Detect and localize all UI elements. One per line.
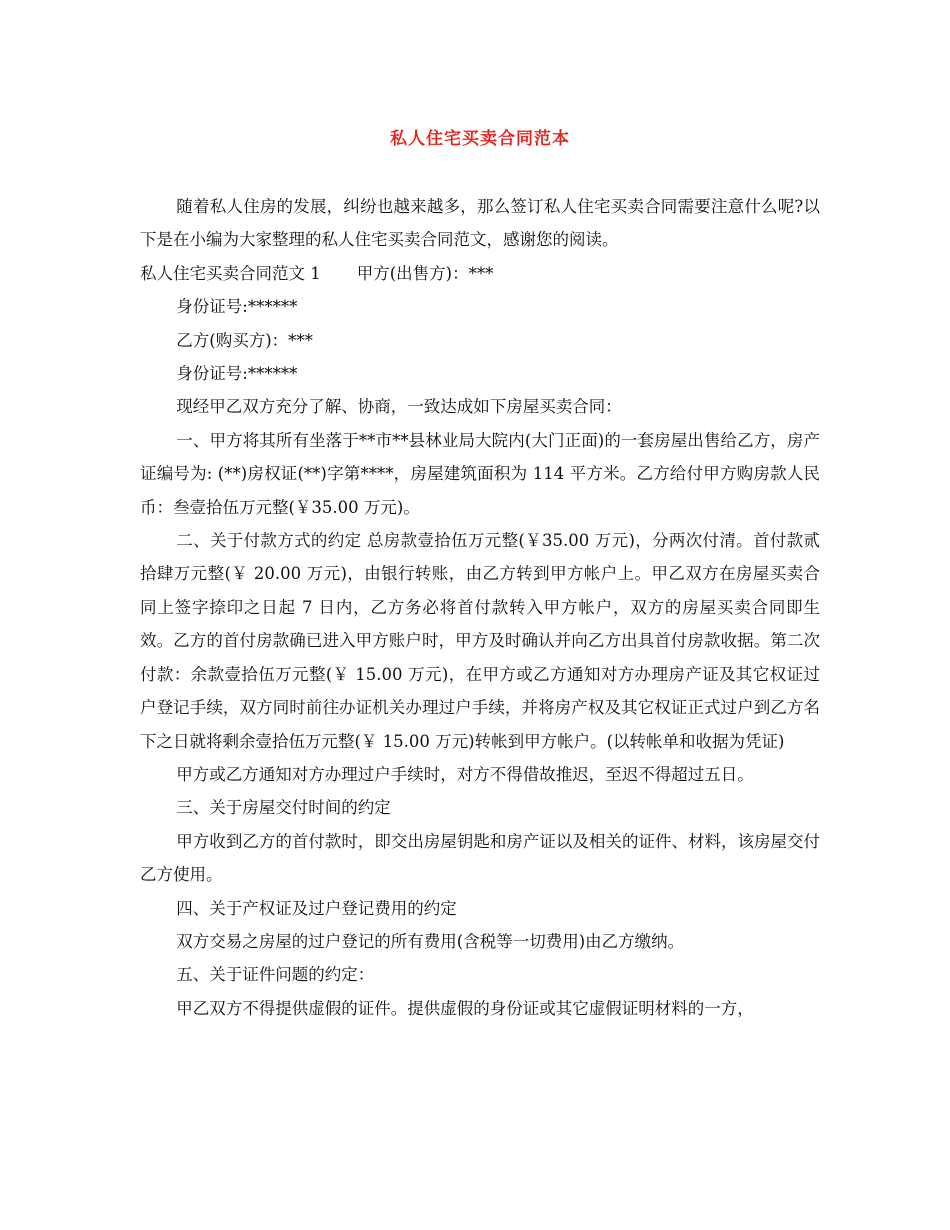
paragraph-id-b: 身份证号:****** <box>176 364 298 384</box>
document-title: 私人住宅买卖合同范本 <box>390 129 570 149</box>
paragraph-clause-3: 三、关于房屋交付时间的约定 <box>176 798 391 818</box>
paragraph-intro: 随着私人住房的发展，纠纷也越来越多，那么签订私人住宅买卖合同需要注意什么呢?以下是在小编为大家整理的私人住宅买卖合同范文，感谢您的阅读。 <box>140 197 820 250</box>
paragraph-clause-4: 四、关于产权证及过户登记费用的约定 <box>176 898 457 918</box>
paragraph-clause-4-body: 双方交易之房屋的过户登记的所有费用(含税等一切费用)由乙方缴纳。 <box>176 931 685 951</box>
party-a-label: 甲方(出售方)：*** <box>356 263 494 283</box>
paragraph-clause-2: 二、关于付款方式的约定 总房款壹拾伍万元整(￥35.00 万元)，分两次付清。首付款贰拾肆万元整(￥ 20.00 万元)，由银行转账，由乙方转到甲方帐户上。甲乙双方在房屋买卖合同上签字捺印之日起 7 日内，乙方务必将首付款转入甲方帐户，双方的房屋买卖合同即生效。乙方的首付房款确已进入甲方账户时，甲方及时确认并向乙方出具首付房款收据。第二次付款：余款壹拾伍万元整(￥ 15.00 万元)，在甲方或乙方通知对方办理房产证及其它权证过户登记手续，双方同时前往办证机关办理过户手续，并将房产权及其它权证正式过户到乙方名下之日就将剩余壹拾伍万元整(￥ 15.00 万元)转帐到甲方帐户。(以转帐单和收据为凭证) <box>140 531 820 751</box>
paragraph-clause-5: 五、关于证件问题的约定： <box>176 965 375 985</box>
paragraph-clause-3-body: 甲方收到乙方的首付款时，即交出房屋钥匙和房产证以及相关的证件、材料，该房屋交付乙方使用。 <box>140 831 820 885</box>
document-body <box>140 190 820 1025</box>
paragraph-party-b: 乙方(购买方)：*** <box>176 330 313 350</box>
paragraph-clause-5-body: 甲乙双方不得提供虚假的证件。提供虚假的身份证或其它虚假证明材料的一方， <box>176 998 754 1018</box>
paragraph-clause-1: 一、甲方将其所有坐落于**市**县林业局大院内(大门正面)的一套房屋出售给乙方，房产证编号为: (**)房权证(**)字第****，房屋建筑面积为 114 平方米。乙方给付甲方购房款人民币：叁壹拾伍万元整(￥35.00 万元)。 <box>140 430 820 517</box>
paragraph-clause-2-note: 甲方或乙方通知对方办理过户手续时，对方不得借故推迟，至迟不得超过五日。 <box>176 764 754 784</box>
contract-sample-heading: 私人住宅买卖合同范文 1 <box>140 263 321 283</box>
paragraph-id-a: 身份证号:****** <box>176 297 298 317</box>
paragraph-heading-1 <box>140 257 820 290</box>
paragraph-agreement: 现经甲乙双方充分了解、协商，一致达成如下房屋买卖合同： <box>176 397 622 417</box>
